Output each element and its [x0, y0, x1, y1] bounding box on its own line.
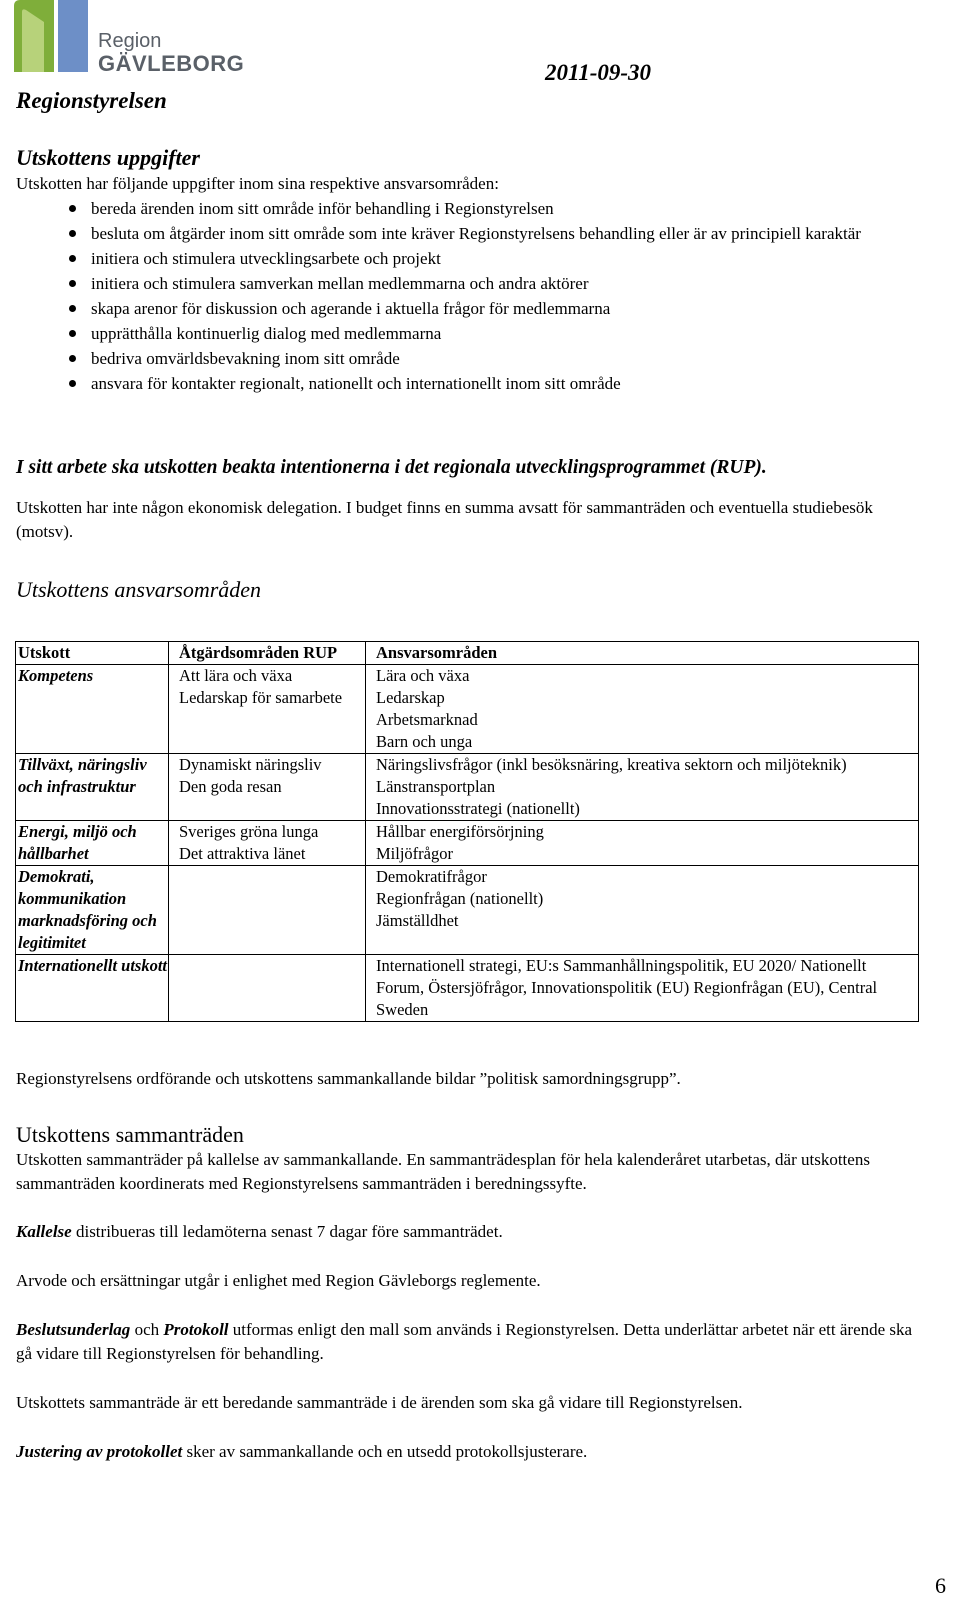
arvode-paragraph: Arvode och ersättningar utgår i enlighet med Region Gävleborgs reglemente.: [16, 1271, 541, 1290]
list-item: besluta om åtgärder inom sitt område som inte kräver Regionstyrelsens behandling eller är av principiell karaktär: [16, 221, 886, 246]
beredande-paragraph: Utskottets sammanträde är ett beredande sammanträde i de ärenden som ska gå vidare till Regionstyrelsen.: [16, 1393, 743, 1412]
justering-term: Justering av protokollet: [16, 1442, 183, 1461]
sammantraden-paragraph: Utskotten sammanträder på kallelse av sammankallande. En sammanträdesplan för hela kalenderåret utarbetas, där utskottens sammanträden koordinerats med Regionstyrelsens sammanträden i beredningssyfte.: [16, 1150, 870, 1193]
page-number: 6: [935, 1573, 946, 1598]
cell-line: Sveriges gröna lunga: [179, 822, 319, 841]
logo-text-gavleborg: GÄVLEBORG: [98, 51, 245, 76]
beslutsunderlag-term: Beslutsunderlag: [16, 1320, 131, 1339]
justering-paragraph: [16, 1440, 587, 1464]
beslutsunderlag-connector: och: [130, 1320, 164, 1339]
cell-line: Innovationsstrategi (nationellt): [376, 799, 580, 818]
list-item: bereda ärenden inom sitt område inför behandling i Regionstyrelsen: [16, 196, 886, 221]
uppgifter-list: [16, 196, 886, 396]
cell-line: Tillväxt, näringsliv och infrastruktur: [18, 755, 147, 796]
delegation-paragraph: Utskotten har inte någon ekonomisk delegation. I budget finns en summa avsatt för sammanträden och eventuella studiebesök (motsv).: [16, 498, 873, 541]
cell-line: Det attraktiva länet: [179, 844, 306, 863]
cell-line: Demokratifrågor: [376, 867, 487, 886]
uppgifter-intro: Utskotten har följande uppgifter inom sina respektive ansvarsområden:: [16, 174, 499, 193]
kallelse-term: Kallelse: [16, 1222, 72, 1241]
table-row: [16, 665, 919, 754]
cell-line: Dynamiskt näringsliv: [179, 755, 322, 774]
kallelse-paragraph: [16, 1220, 503, 1244]
beslutsunderlag-paragraph: [16, 1318, 926, 1366]
cell-line: Demokrati, kommunikation marknadsföring och legitimitet: [18, 867, 157, 952]
cell-line: Hållbar energiförsörjning: [376, 822, 544, 841]
table-row: [16, 754, 919, 821]
cell-utskott: [16, 866, 169, 955]
cell-line: Barn och unga: [376, 732, 473, 751]
section-heading-ansvarsomraden: Utskottens ansvarsområden: [16, 577, 262, 602]
cell-ansvar: [366, 665, 919, 754]
cell-utskott: [16, 955, 169, 1022]
ansvarsomraden-table: [15, 641, 919, 1022]
cell-line: Ledarskap för samarbete: [179, 688, 343, 707]
cell-line: Miljöfrågor: [376, 844, 453, 863]
cell-line: Ledarskap: [376, 688, 445, 707]
cell-line: Regionfrågan (nationellt): [376, 889, 544, 908]
document-date: 2011-09-30: [545, 60, 652, 85]
cell-line: Länstransportplan: [376, 777, 496, 796]
cell-utskott: [16, 665, 169, 754]
beslutsunderlag-text: utformas enligt den mall som används i Regionstyrelsen. Detta underlättar arbetet när ett ärende ska gå vidare till Regionstyrelsen för behandling.: [16, 1320, 913, 1363]
cell-line: Energi, miljö och hållbarhet: [18, 822, 137, 863]
region-gavleborg-logo: [14, 0, 245, 80]
cell-ansvar: [366, 955, 919, 1022]
samordningsgrupp-note: Regionstyrelsens ordförande och utskottens sammankallande bildar ”politisk samordningsgrupp”.: [16, 1069, 681, 1088]
cell-utskott: [16, 754, 169, 821]
cell-line: Arbetsmarknad: [376, 710, 478, 729]
section-heading-sammantraden: Utskottens sammanträden: [16, 1122, 244, 1147]
cell-atgard: [169, 866, 366, 955]
list-item: initiera och stimulera utvecklingsarbete och projekt: [16, 246, 886, 271]
column-header-ansvarsomraden: Ansvarsområden: [366, 642, 919, 665]
table-row: [16, 955, 919, 1022]
cell-line: Lära och växa: [376, 666, 470, 685]
cell-atgard: [169, 754, 366, 821]
kallelse-text: distribueras till ledamöterna senast 7 dagar före sammanträdet.: [71, 1222, 503, 1241]
table-row: [16, 866, 919, 955]
list-item: ansvara för kontakter regionalt, nationellt och internationellt inom sitt område: [16, 371, 886, 396]
cell-utskott: [16, 821, 169, 866]
logo-mark-icon: [14, 0, 96, 72]
list-item: skapa arenor för diskussion och agerande i aktuella frågor för medlemmarna: [16, 296, 886, 321]
column-header-atgardsomraden: Åtgärdsområden RUP: [169, 642, 366, 665]
table-header-row: [16, 642, 919, 665]
list-item: upprätthålla kontinuerlig dialog med medlemmarna: [16, 321, 886, 346]
rup-emphasis: I sitt arbete ska utskotten beakta intentionerna i det regionala utvecklingsprogrammet (RUP).: [16, 457, 767, 478]
cell-ansvar: [366, 754, 919, 821]
cell-line: Att lära och växa: [179, 666, 293, 685]
section-heading-uppgifter: Utskottens uppgifter: [16, 145, 200, 170]
logo-text-region: Region: [98, 30, 162, 52]
document-header-title: Regionstyrelsen: [16, 88, 167, 113]
cell-ansvar: [366, 821, 919, 866]
cell-line: Internationellt utskott: [18, 956, 167, 975]
cell-atgard: [169, 665, 366, 754]
cell-ansvar: [366, 866, 919, 955]
column-header-utskott: Utskott: [16, 642, 169, 665]
cell-line: Kompetens: [18, 666, 94, 685]
cell-line: Jämställdhet: [376, 911, 459, 930]
justering-text: sker av sammankallande och en utsedd protokollsjusterare.: [182, 1442, 588, 1461]
list-item: bedriva omvärldsbevakning inom sitt område: [16, 346, 886, 371]
cell-atgard: [169, 955, 366, 1022]
table-row: [16, 821, 919, 866]
cell-line: Den goda resan: [179, 777, 282, 796]
list-item: initiera och stimulera samverkan mellan medlemmarna och andra aktörer: [16, 271, 886, 296]
cell-atgard: [169, 821, 366, 866]
cell-line: Näringslivsfrågor (inkl besöksnäring, kreativa sektorn och miljöteknik): [376, 755, 847, 774]
cell-line: Internationell strategi, EU:s Sammanhållningspolitik, EU 2020/ Nationellt Forum, Östersjöfrågor, Innovationspolitik (EU) Regionfrågan (EU), Central Sweden: [376, 956, 878, 1019]
protokoll-term: Protokoll: [163, 1320, 229, 1339]
